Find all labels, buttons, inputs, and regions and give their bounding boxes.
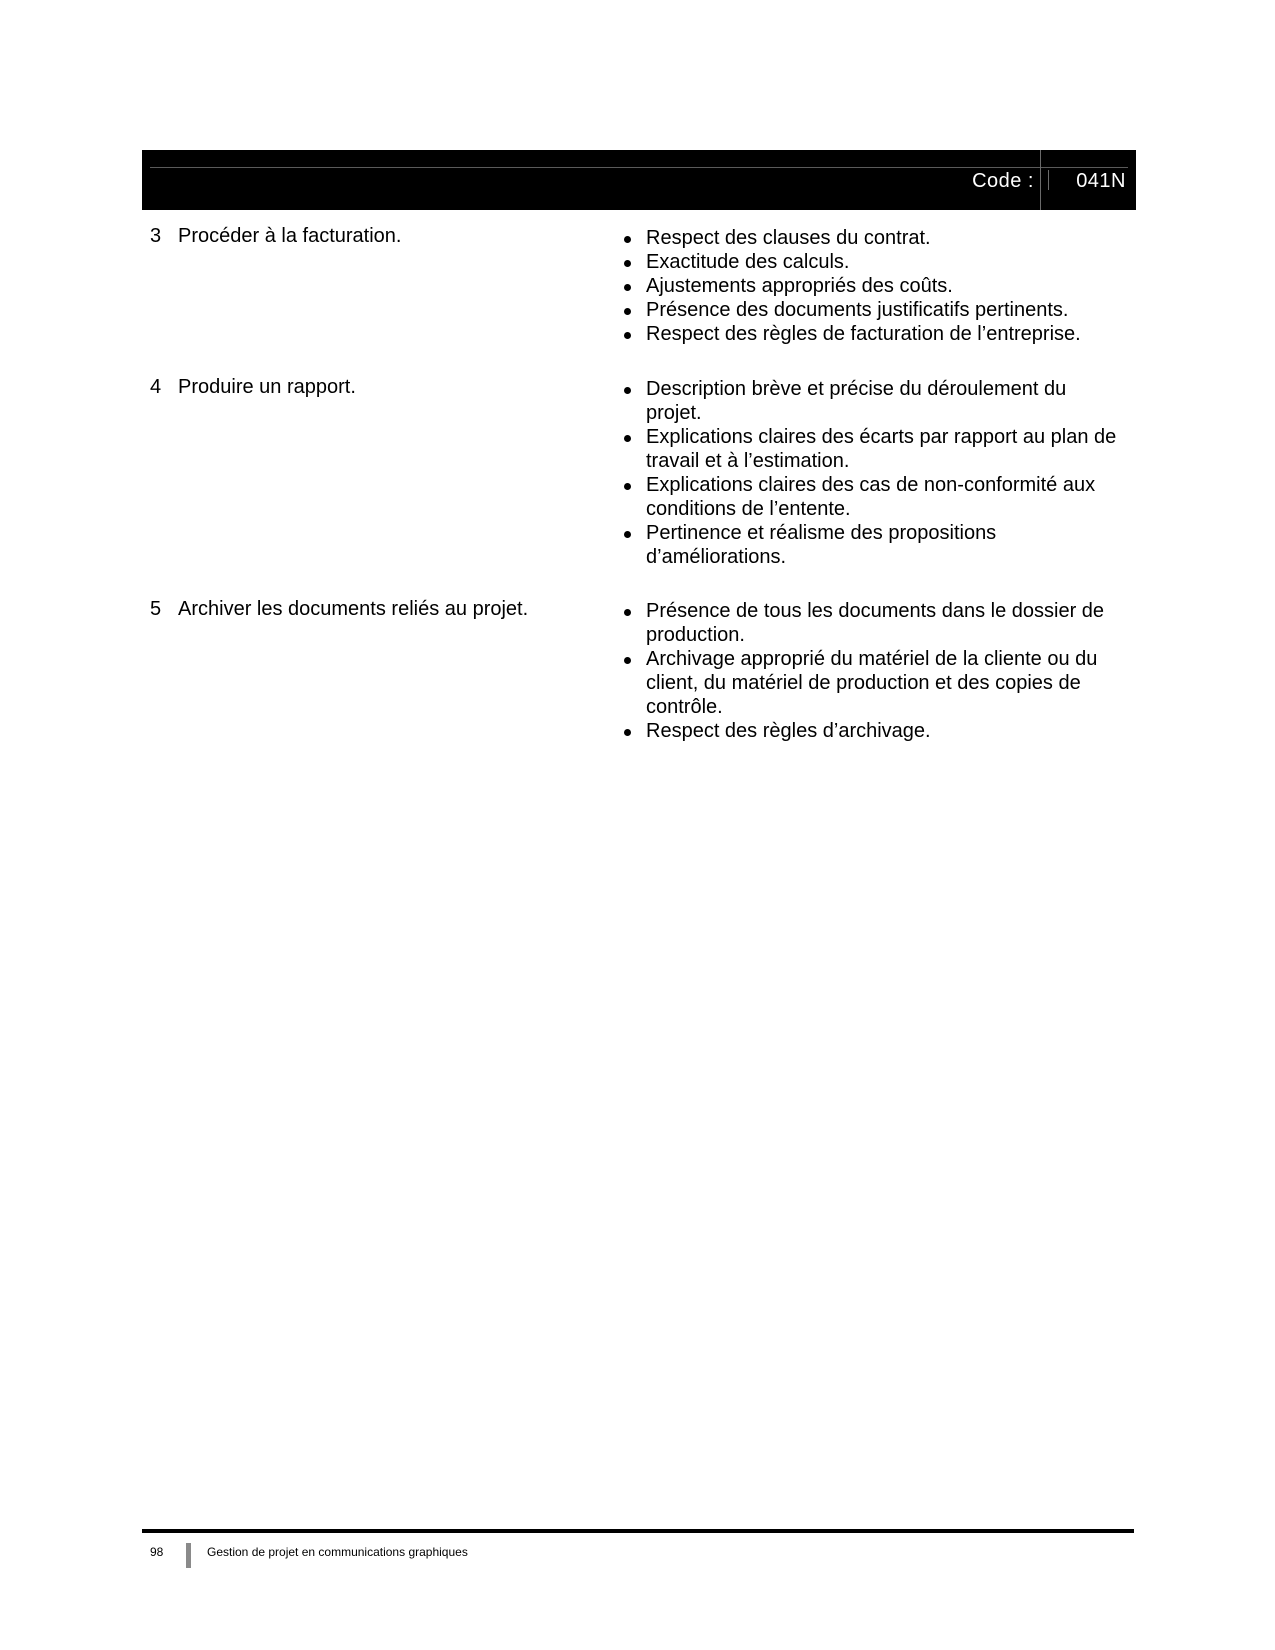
criteria-item: Exactitude des calculs. — [620, 250, 1120, 274]
step-number: 3 — [150, 225, 162, 247]
criteria-item: Ajustements appropriés des coûts. — [620, 274, 1120, 298]
code-box-edge — [1048, 170, 1049, 190]
criteria-item: Respect des règles d’archivage. — [620, 719, 1120, 743]
step-text: Archiver les documents reliés au projet. — [178, 598, 529, 620]
footer-rule — [142, 1529, 1134, 1533]
code-header-bar — [142, 150, 1136, 210]
page-number: 98 — [150, 1545, 164, 1559]
criteria-item: Pertinence et réalisme des propositions d’améliorations. — [620, 521, 1120, 569]
criteria-list — [620, 226, 1120, 346]
criteria-item: Respect des clauses du contrat. — [620, 226, 1120, 250]
step-text: Procéder à la facturation. — [178, 225, 402, 247]
footer-marker — [186, 1543, 191, 1568]
footer-title: Gestion de projet en communications graphiques — [207, 1545, 468, 1559]
criteria-item: Archivage approprié du matériel de la cliente ou du client, du matériel de production et des copies de contrôle. — [620, 647, 1120, 719]
criteria-item: Présence des documents justificatifs pertinents. — [620, 298, 1120, 322]
header-rule — [150, 167, 1128, 168]
criteria-item: Explications claires des cas de non-conformité aux conditions de l’entente. — [620, 473, 1120, 521]
criteria-list — [620, 377, 1120, 569]
step-cell — [150, 597, 620, 621]
criteria-item: Explications claires des écarts par rapport au plan de travail et à l’estimation. — [620, 425, 1120, 473]
criteria-list — [620, 599, 1120, 743]
criteria-item: Présence de tous les documents dans le dossier de production. — [620, 599, 1120, 647]
code-value: 041N — [1076, 170, 1126, 192]
step-number: 4 — [150, 376, 162, 398]
step-cell — [150, 224, 620, 248]
step-cell — [150, 375, 620, 399]
step-text: Produire un rapport. — [178, 376, 356, 398]
criteria-item: Description brève et précise du déroulement du projet. — [620, 377, 1120, 425]
code-separator — [1040, 150, 1041, 210]
step-number: 5 — [150, 598, 162, 620]
criteria-item: Respect des règles de facturation de l’entreprise. — [620, 322, 1120, 346]
code-label: Code : — [972, 170, 1034, 192]
